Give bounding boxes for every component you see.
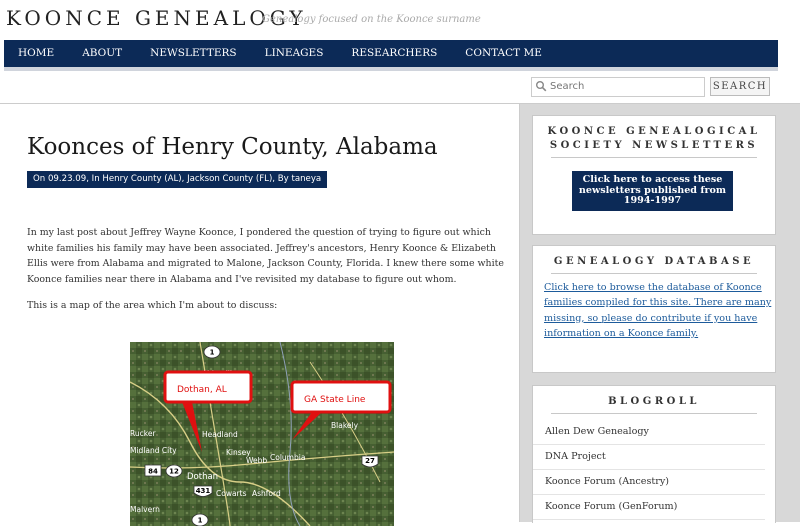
map-shield-12: 12 <box>169 467 179 476</box>
area-map[interactable] <box>130 342 394 526</box>
map-callout-ga-label: GA State Line <box>304 395 366 405</box>
blogroll-item-dna-project[interactable]: DNA Project <box>533 445 765 470</box>
nav-home[interactable]: HOME <box>18 47 55 59</box>
database-link[interactable]: Click here to browse the database of Koonce families compiled for this site. There are many missing, so please do contribute if you have information on a Koonce family. <box>544 282 772 339</box>
map-shield-1: 1 <box>209 348 215 357</box>
search-icon <box>535 80 547 92</box>
widget-blogroll-rule <box>551 413 757 414</box>
map-label-cowarts: Cowarts <box>216 489 247 498</box>
search-button[interactable]: SEARCH <box>710 77 770 96</box>
widget-database-title: GENEALOGY DATABASE <box>553 256 755 267</box>
map-label-dothan: Dothan <box>187 472 219 482</box>
nav-contact-me[interactable]: CONTACT ME <box>465 47 542 59</box>
blogroll-list <box>533 420 775 520</box>
widget-database-rule <box>551 273 757 274</box>
post-body <box>27 225 509 324</box>
map-label-blakely: Blakely <box>331 421 359 430</box>
main-nav <box>4 40 778 67</box>
map-label-columbia: Columbia <box>270 453 306 462</box>
map-label-midland-city: Midland City <box>130 446 177 455</box>
map-label-webb: Webb <box>246 456 268 465</box>
widget-genealogy-database <box>532 245 776 373</box>
nav-newsletters[interactable]: NEWSLETTERS <box>150 47 237 59</box>
nav-about[interactable]: ABOUT <box>82 47 123 59</box>
post-paragraph: In my last post about Jeffrey Wayne Koonce, I pondered the question of trying to figure out which white families his family may have been associated. Jeffrey's ancestors, Henry Koonce & Elizabeth Ellis were from Alabama and migrated to Malone, Jackson County, Florida. I knew there some white Koonce families near there in Alabama and I've revisited my database to figure out whom. <box>27 227 504 286</box>
nav-shadow <box>4 67 778 71</box>
map-label-kinsey: Kinsey <box>226 448 251 457</box>
blogroll-item-koonce-forum-ancestry[interactable]: Koonce Forum (Ancestry) <box>533 470 765 495</box>
map-shield-27: 27 <box>365 457 375 465</box>
map-callout-dothan-label: Dothan, AL <box>177 385 227 395</box>
blogroll-item-koonce-forum-genforum[interactable]: Koonce Forum (GenForum) <box>533 495 765 520</box>
newsletters-access-button[interactable]: Click here to access these newsletters published from 1994-1997 <box>572 171 733 211</box>
widget-blogroll-title: BLOGROLL <box>608 396 700 407</box>
map-label-malvern: Malvern <box>130 505 160 514</box>
search-input[interactable] <box>550 78 700 94</box>
main-content <box>0 104 520 525</box>
nav-lineages[interactable]: LINEAGES <box>264 47 324 59</box>
map-shield-1b: 1 <box>197 516 203 525</box>
site-title[interactable]: KOONCE GENEALOGY <box>6 6 307 30</box>
site-tagline: Genealogy focused on the Koonce surname <box>262 14 481 25</box>
post-title[interactable]: Koonces of Henry County, Alabama <box>27 134 438 160</box>
map-label-headland: Headland <box>202 430 238 439</box>
widget-blogroll <box>532 385 776 523</box>
nav-researchers[interactable]: RESEARCHERS <box>351 47 438 59</box>
map-shield-431: 431 <box>195 487 211 495</box>
post-paragraph: This is a map of the area which I'm about to discuss: <box>27 299 278 311</box>
map-label-ashford: Ashford <box>252 489 281 498</box>
widget-newsletters-rule <box>551 157 757 158</box>
post-meta: On 09.23.09, In Henry County (AL), Jackson County (FL), By taneya <box>27 171 327 188</box>
widget-newsletters-title: KOONCE GENEALOGICAL SOCIETY NEWSLETTERS <box>547 126 761 151</box>
map-label-rucker: Rucker <box>130 429 156 438</box>
map-shield-84: 84 <box>148 467 158 476</box>
widget-newsletters <box>532 115 776 235</box>
blogroll-item-allen-dew[interactable]: Allen Dew Genealogy <box>533 420 765 445</box>
